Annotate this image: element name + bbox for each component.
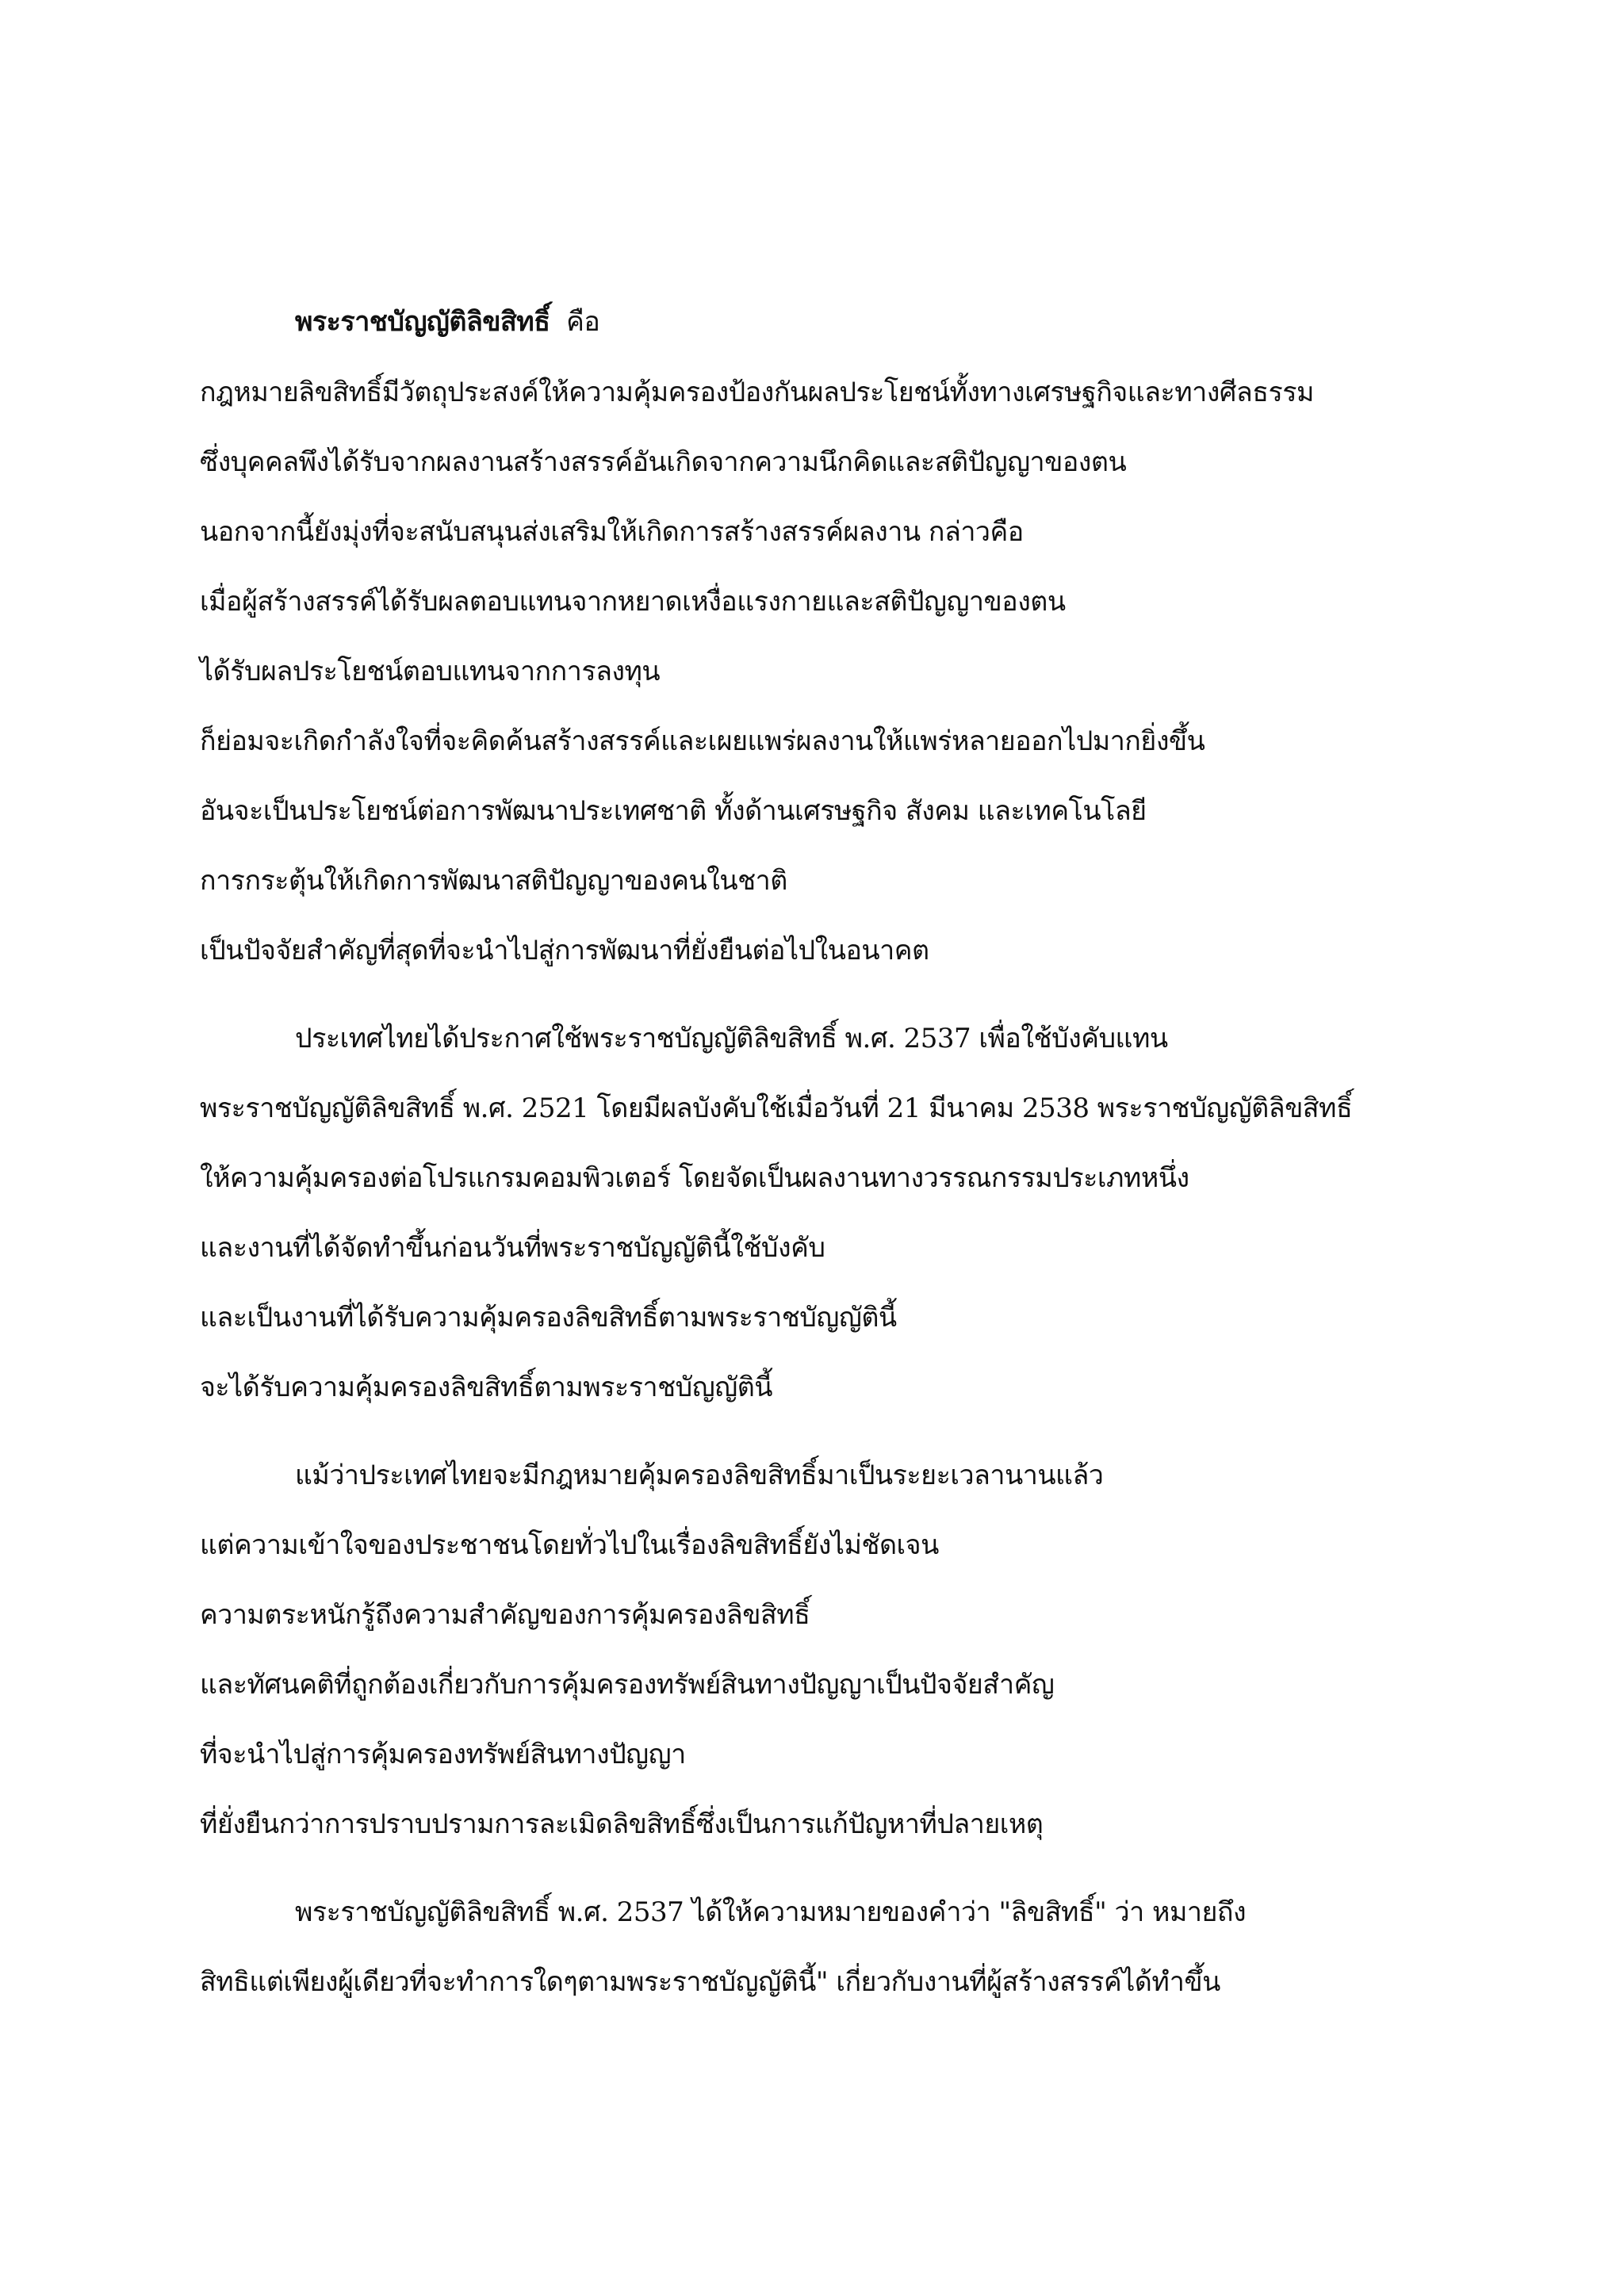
- paragraph1-line-7: อันจะเป็นประโยชน์ต่อการพัฒนาประเทศชาติ ทั้งด้านเศรษฐกิจ สังคม และเทคโนโลยี: [200, 795, 1147, 827]
- heading-title: พระราชบัญญัติลิขสิทธิ์: [295, 306, 550, 338]
- paragraph3-line-2: แต่ความเข้าใจของประชาชนโดยทั่วไปในเรื่องลิขสิทธิ์ยังไม่ชัดเจน: [200, 1529, 939, 1561]
- paragraph3-line-3: ความตระหนักรู้ถึงความสำคัญของการคุ้มครองลิขสิทธิ์: [200, 1599, 810, 1631]
- paragraph2-line-1: ประเทศไทยได้ประกาศใช้พระราชบัญญัติลิขสิทธิ์ พ.ศ. 2537 เพื่อใช้บังคับแทน: [295, 1023, 1168, 1054]
- paragraph3-line-5: ที่จะนำไปสู่การคุ้มครองทรัพย์สินทางปัญญา: [200, 1739, 686, 1770]
- paragraph1-line-3: นอกจากนี้ยังมุ่งที่จะสนับสนุนส่งเสริมให้เกิดการสร้างสรรค์ผลงาน กล่าวคือ: [200, 516, 1024, 548]
- paragraph1-line-9: เป็นปัจจัยสำคัญที่สุดที่จะนำไปสู่การพัฒนาที่ยั่งยืนต่อไปในอนาคต: [200, 935, 929, 966]
- heading-suffix: คือ: [566, 306, 600, 338]
- paragraph1-line-2: ซึ่งบุคคลพึงได้รับจากผลงานสร้างสรรค์อันเกิดจากความนึกคิดและสติปัญญาของตน: [200, 446, 1127, 478]
- paragraph3-line-1: แม้ว่าประเทศไทยจะมีกฎหมายคุ้มครองลิขสิทธิ์มาเป็นระยะเวลานานแล้ว: [295, 1460, 1104, 1491]
- paragraph4-line-1: พระราชบัญญัติลิขสิทธิ์ พ.ศ. 2537 ได้ให้ความหมายของคำว่า "ลิขสิทธิ์" ว่า หมายถึง: [295, 1896, 1247, 1928]
- paragraph4-line-2: สิทธิแต่เพียงผู้เดียวที่จะทำการใดๆตามพระราชบัญญัตินี้" เกี่ยวกับงานที่ผู้สร้างสรรค์ได้ทำขึ้น: [200, 1966, 1220, 1998]
- paragraph1-line-1: กฎหมายลิขสิทธิ์มีวัตถุประสงค์ให้ความคุ้มครองป้องกันผลประโยชน์ทั้งทางเศรษฐกิจและทางศีลธรรม: [200, 377, 1314, 408]
- paragraph2-line-6: จะได้รับความคุ้มครองลิขสิทธิ์ตามพระราชบัญญัตินี้: [200, 1372, 773, 1403]
- paragraph1-line-6: ก็ย่อมจะเกิดกำลังใจที่จะคิดค้นสร้างสรรค์และเผยแพร่ผลงานให้แพร่หลายออกไปมากยิ่งขึ้น: [200, 725, 1205, 757]
- paragraph1-line-5: ได้รับผลประโยชน์ตอบแทนจากการลงทุน: [200, 656, 661, 687]
- paragraph2-line-5: และเป็นงานที่ได้รับความคุ้มครองลิขสิทธิ์ตามพระราชบัญญัตินี้: [200, 1302, 897, 1334]
- paragraph1-line-8: การกระตุ้นให้เกิดการพัฒนาสติปัญญาของคนในชาติ: [200, 865, 787, 897]
- paragraph3-line-6: ที่ยั่งยืนกว่าการปราบปรามการละเมิดลิขสิทธิ์ซึ่งเป็นการแก้ปัญหาที่ปลายเหตุ: [200, 1808, 1044, 1840]
- paragraph1-line-4: เมื่อผู้สร้างสรรค์ได้รับผลตอบแทนจากหยาดเหงื่อแรงกายและสติปัญญาของตน: [200, 586, 1066, 618]
- paragraph2-line-4: และงานที่ได้จัดทำขึ้นก่อนวันที่พระราชบัญญัตินี้ใช้บังคับ: [200, 1232, 825, 1264]
- paragraph2-line-3: ให้ความคุ้มครองต่อโปรแกรมคอมพิวเตอร์ โดยจัดเป็นผลงานทางวรรณกรรมประเภทหนึ่ง: [200, 1162, 1189, 1194]
- heading-line: [295, 303, 599, 341]
- paragraph3-line-4: และทัศนคติที่ถูกต้องเกี่ยวกับการคุ้มครองทรัพย์สินทางปัญญาเป็นปัจจัยสำคัญ: [200, 1669, 1055, 1701]
- paragraph2-line-2: พระราชบัญญัติลิขสิทธิ์ พ.ศ. 2521 โดยมีผลบังคับใช้เมื่อวันที่ 21 มีนาคม 2538 พระราชบัญญัติลิขสิทธิ์: [200, 1093, 1353, 1124]
